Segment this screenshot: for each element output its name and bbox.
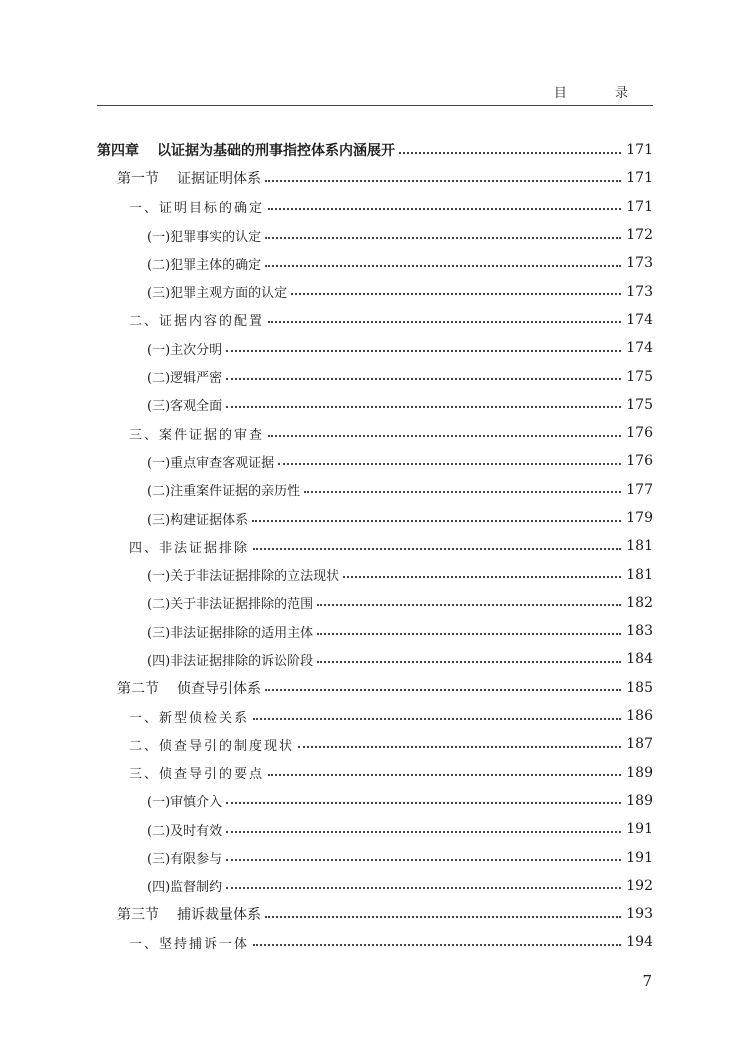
toc-entry-title-text: (二)及时有效 xyxy=(147,823,223,839)
toc-entry-title-text: (一)重点审查客观证据 xyxy=(147,455,275,471)
toc-entry-title xyxy=(97,707,249,726)
toc-entry-title-text: (二)关于非法证据排除的范围 xyxy=(147,597,314,613)
toc-entry[interactable] xyxy=(97,221,653,249)
toc-entry-title xyxy=(97,791,222,810)
toc-entry-page: 185 xyxy=(626,679,653,696)
dot-leader xyxy=(317,632,621,635)
toc-entry-title xyxy=(97,395,222,414)
dot-leader xyxy=(253,547,621,550)
toc-entry[interactable] xyxy=(97,900,653,928)
dot-leader xyxy=(291,292,621,295)
toc-entry-title-text: (二)注重案件证据的亲历性 xyxy=(147,484,301,500)
toc-entry-page: 181 xyxy=(626,566,653,583)
toc-entry-title-text: 四、非法证据排除 xyxy=(129,540,250,556)
toc-entry-page: 182 xyxy=(626,594,653,611)
toc-entry[interactable] xyxy=(97,334,653,362)
dot-leader xyxy=(226,801,621,804)
toc-entry-page: 191 xyxy=(626,849,653,866)
dot-leader xyxy=(399,151,621,154)
dot-leader xyxy=(317,660,621,663)
toc-entry-title xyxy=(97,424,264,443)
toc-entry-number: 第二节 xyxy=(117,680,159,697)
toc-entry-page: 176 xyxy=(626,453,653,470)
dot-leader xyxy=(268,434,621,437)
dot-leader xyxy=(226,886,621,889)
toc-entry[interactable] xyxy=(97,164,653,192)
header-divider xyxy=(97,105,653,106)
dot-leader xyxy=(265,915,621,918)
toc-entry-title-text: (四)监督制约 xyxy=(147,880,223,896)
dot-leader xyxy=(265,688,621,691)
toc-entry[interactable] xyxy=(97,843,653,871)
dot-leader xyxy=(343,575,621,578)
toc-entry[interactable] xyxy=(97,759,653,787)
toc-entry-page: 189 xyxy=(626,792,653,809)
page-number: 7 xyxy=(642,972,652,990)
toc-entry-title-text: 一、证明目标的确定 xyxy=(129,201,265,217)
toc-entry-page: 186 xyxy=(626,708,653,725)
toc-entry-title xyxy=(97,565,339,584)
toc-entry-page: 173 xyxy=(626,283,653,300)
dot-leader xyxy=(268,320,621,323)
toc-entry-title-text: 二、侦查导引的制度现状 xyxy=(129,738,295,754)
toc-entry[interactable] xyxy=(97,476,653,504)
toc-entry-page: 184 xyxy=(626,651,653,668)
toc-entry[interactable] xyxy=(97,702,653,730)
toc-entry[interactable] xyxy=(97,447,653,475)
toc-entry-page: 171 xyxy=(626,170,653,187)
toc-entry-page: 193 xyxy=(626,906,653,923)
toc-entry-title-text: (三)非法证据排除的适用主体 xyxy=(147,625,314,641)
toc-entry[interactable] xyxy=(97,787,653,815)
toc-entry-page: 191 xyxy=(626,821,653,838)
toc-entry-title xyxy=(97,933,249,952)
toc-entry-page: 174 xyxy=(626,311,653,328)
toc-entry-title-text: (四)非法证据排除的诉讼阶段 xyxy=(147,653,314,669)
toc-entry-title xyxy=(97,848,222,867)
toc-entry-title-text: (二)逻辑严密 xyxy=(147,371,223,387)
dot-leader xyxy=(317,603,621,606)
toc-entry[interactable] xyxy=(97,504,653,532)
toc-entry-page: 189 xyxy=(626,764,653,781)
toc-entry-title xyxy=(97,622,313,641)
toc-entry-page: 194 xyxy=(626,934,653,951)
toc-entry-title xyxy=(97,735,294,754)
dot-leader xyxy=(226,405,621,408)
toc-entry-number: 第三节 xyxy=(117,907,159,924)
toc-entry-title-text: 三、侦查导引的要点 xyxy=(129,767,265,783)
toc-entry-title xyxy=(97,226,261,245)
toc-entry-title xyxy=(97,537,249,556)
toc-entry[interactable] xyxy=(97,362,653,390)
toc-entry-page: 171 xyxy=(626,142,653,159)
toc-entry-title-text: (三)有限参与 xyxy=(147,852,223,868)
dot-leader xyxy=(265,264,621,267)
toc-entry-title-text: 证据证明体系 xyxy=(177,171,261,188)
toc-entry-title-text: (三)客观全面 xyxy=(147,399,223,415)
toc-entry-title xyxy=(97,254,261,273)
toc-entry-number: 第一节 xyxy=(117,171,159,188)
toc-entry-page: 176 xyxy=(626,425,653,442)
toc-entry[interactable] xyxy=(97,730,653,758)
toc-entry-title-text: (一)主次分明 xyxy=(147,342,223,358)
toc-entry-title xyxy=(97,820,222,839)
toc-entry-title-text: (二)犯罪主体的确定 xyxy=(147,257,262,273)
toc-entry[interactable] xyxy=(97,815,653,843)
toc-entry-title xyxy=(97,763,264,782)
toc-entry-title xyxy=(97,593,313,612)
dot-leader xyxy=(253,717,621,720)
toc-entry-title-text: (一)审慎介入 xyxy=(147,795,223,811)
dot-leader xyxy=(268,207,621,210)
toc-entry-title-text: 三、案件证据的审查 xyxy=(129,427,265,443)
toc-entry-title-text: 二、证据内容的配置 xyxy=(129,314,265,330)
toc-entry-page: 171 xyxy=(626,198,653,215)
toc-entry-page: 177 xyxy=(626,481,653,498)
toc-entry-title xyxy=(97,282,287,301)
toc-entry[interactable] xyxy=(97,419,653,447)
dot-leader xyxy=(253,943,621,946)
toc-entry-title xyxy=(97,678,261,698)
toc-entry[interactable] xyxy=(97,306,653,334)
dot-leader xyxy=(226,349,621,352)
dot-leader xyxy=(304,490,621,493)
toc-entry[interactable] xyxy=(97,193,653,221)
toc-entry[interactable] xyxy=(97,391,653,419)
toc-entry[interactable] xyxy=(97,928,653,956)
toc-entry-title xyxy=(97,904,261,924)
toc-entry-title-text: (三)构建证据体系 xyxy=(147,512,249,528)
dot-leader xyxy=(226,377,621,380)
toc-entry-title-text: 一、新型侦检关系 xyxy=(129,710,250,726)
dot-leader xyxy=(252,519,621,522)
header-title: 目 录 xyxy=(553,86,650,101)
toc-entry-title xyxy=(97,310,264,329)
toc-entry-page: 187 xyxy=(626,736,653,753)
dot-leader xyxy=(265,236,621,239)
toc-entry-title xyxy=(97,650,313,669)
toc-entry[interactable] xyxy=(97,872,653,900)
toc-entry-title xyxy=(97,168,261,188)
toc-entry-page: 174 xyxy=(626,340,653,357)
toc-entry-title-text: (一)犯罪事实的认定 xyxy=(147,229,262,245)
toc-entry-title xyxy=(97,140,395,160)
toc-entry-page: 183 xyxy=(626,623,653,640)
dot-leader xyxy=(268,773,621,776)
toc-entry[interactable] xyxy=(97,674,653,702)
dot-leader xyxy=(226,858,621,861)
toc-entry-title-text: 以证据为基础的刑事指控体系内涵展开 xyxy=(157,143,395,160)
toc-entry-page: 181 xyxy=(626,538,653,555)
toc-entry-title-text: (三)犯罪主观方面的认定 xyxy=(147,286,288,302)
toc-entry-page: 179 xyxy=(626,510,653,526)
dot-leader xyxy=(278,462,621,465)
toc-entry-title-text: 侦查导引体系 xyxy=(177,680,261,697)
toc-entry[interactable] xyxy=(97,645,653,673)
dot-leader xyxy=(298,745,621,748)
toc-entry-title xyxy=(97,876,222,895)
toc-entry[interactable] xyxy=(97,136,653,164)
toc-entry-page: 192 xyxy=(626,877,653,894)
table-of-contents xyxy=(97,136,653,957)
toc-entry-page: 175 xyxy=(626,368,653,385)
toc-entry-page: 172 xyxy=(626,227,653,244)
toc-entry-title-text: 一、坚持捕诉一体 xyxy=(129,936,250,952)
toc-entry[interactable] xyxy=(97,617,653,645)
toc-entry[interactable] xyxy=(97,249,653,277)
toc-entry-title xyxy=(97,197,264,216)
dot-leader xyxy=(226,830,621,833)
toc-entry[interactable] xyxy=(97,560,653,588)
toc-entry-title xyxy=(97,452,274,471)
toc-entry-page: 173 xyxy=(626,255,653,272)
toc-entry-title xyxy=(97,509,248,528)
dot-leader xyxy=(265,179,621,182)
toc-entry-title xyxy=(97,367,222,386)
toc-entry[interactable] xyxy=(97,589,653,617)
toc-entry-number: 第四章 xyxy=(97,143,139,160)
toc-entry-page: 175 xyxy=(626,396,653,413)
toc-entry[interactable] xyxy=(97,277,653,305)
toc-entry-title-text: 捕诉裁量体系 xyxy=(177,907,261,924)
toc-entry-title xyxy=(97,480,300,499)
toc-entry-title xyxy=(97,339,222,358)
toc-entry-title-text: (一)关于非法证据排除的立法现状 xyxy=(147,569,340,585)
toc-entry[interactable] xyxy=(97,532,653,560)
